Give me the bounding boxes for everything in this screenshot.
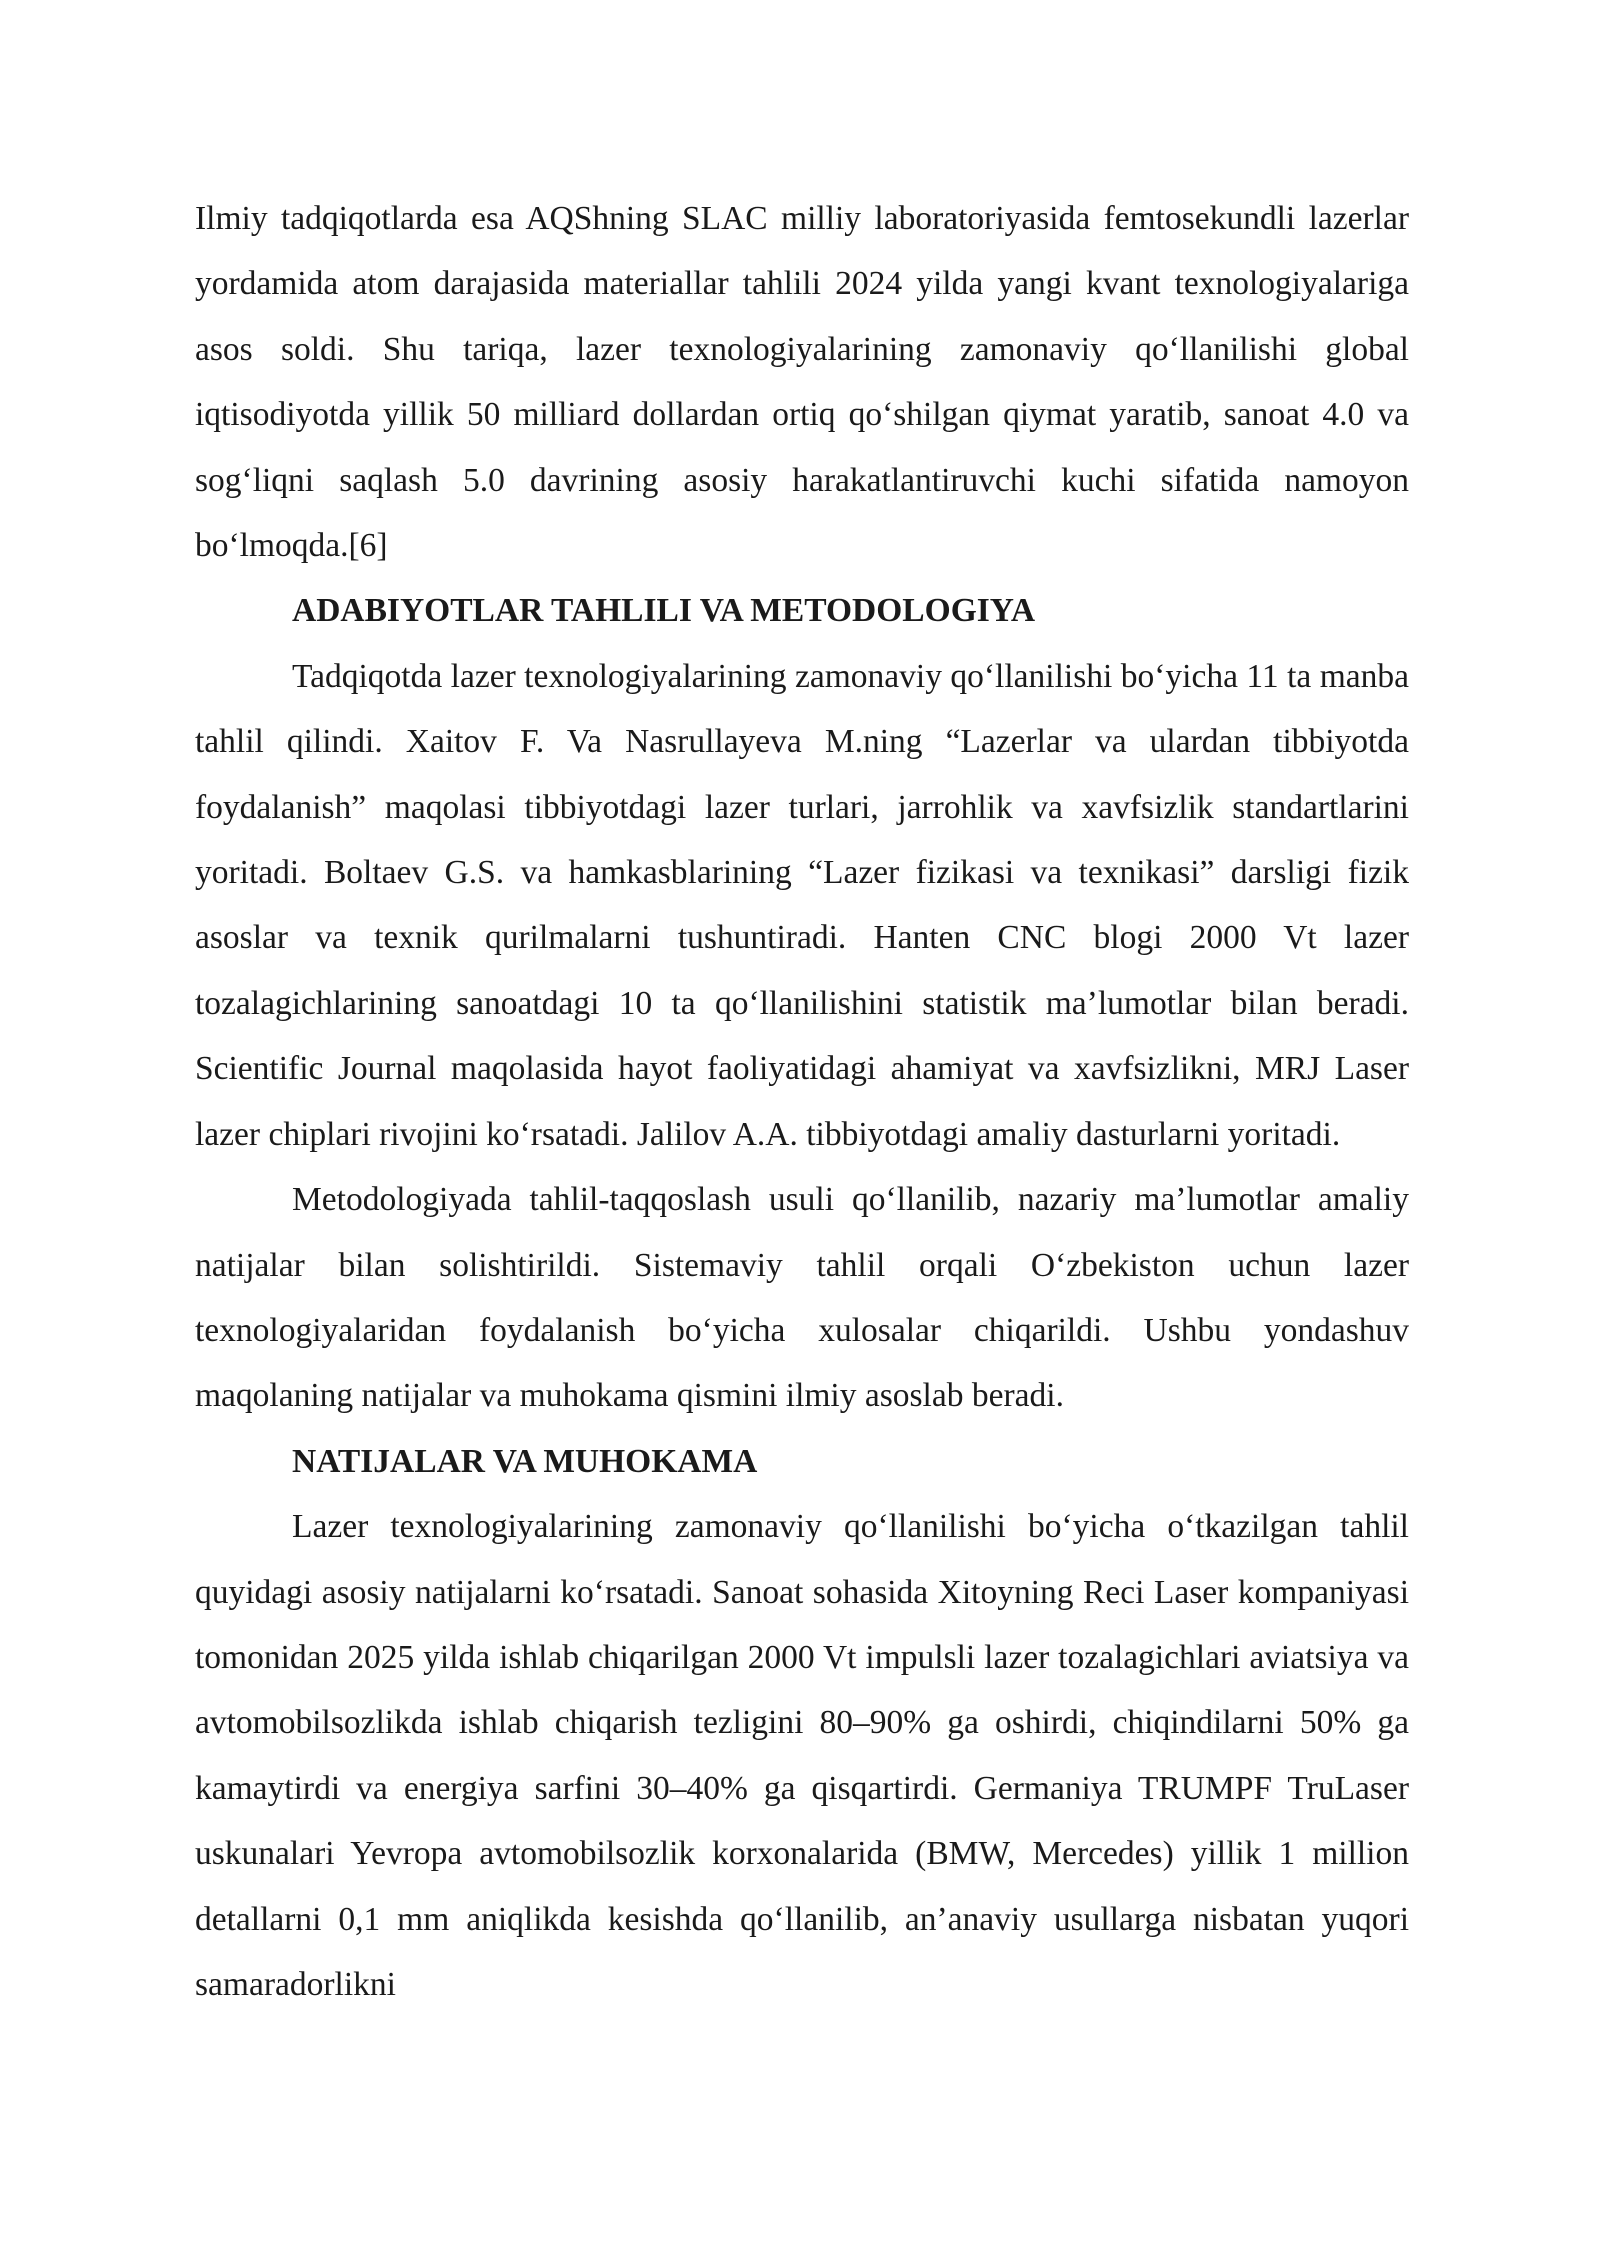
paragraph-literature-review: Tadqiqotda lazer texnologiyalarining zamonaviy qo‘llanilishi bo‘yicha 11 ta manba tahlil qilindi. Xaitov F. Va Nasrullayeva M.ning “Lazerlar va ulardan tibbiyotda foydalanish” maqolasi tibbiyotdagi lazer turlari, jarrohlik va xavfsizlik standartlarini yoritadi. Boltaev G.S. va hamkasblarining “Lazer fizikasi va texnikasi” darsligi fizik asoslar va texnik qurilmalarni tushuntiradi. Hanten CNC blogi 2000 Vt lazer tozalagichlarining sanoatdagi 10 ta qo‘llanilishini statistik ma’lumotlar bilan beradi. Scientific Journal maqolasida hayot faoliyatidagi ahamiyat va xavfsizlikni, MRJ Laser lazer chiplari rivojini ko‘rsatadi. Jalilov A.A. tibbiyotdagi amaliy dasturlarni yoritadi. bbox=[195, 657, 1409, 1153]
section-heading-results-discussion: NATIJALAR VA MUHOKAMA bbox=[292, 1442, 758, 1480]
section-heading-literature-methodology: ADABIYOTLAR TAHLILI VA METODOLOGIYA bbox=[292, 592, 1036, 630]
paragraph-methodology: Metodologiyada tahlil-taqqoslash usuli qo‘llanilib, nazariy ma’lumotlar amaliy natijalar bilan solishtirildi. Sistemaviy tahlil orqali O‘zbekiston uchun lazer texnologiyalaridan foydalanish bo‘yicha xulosalar chiqarildi. Ushbu yondashuv maqolaning natijalar va muhokama qismini ilmiy asoslab beradi. bbox=[195, 1181, 1409, 1415]
paragraph-results: Lazer texnologiyalarining zamonaviy qo‘llanilishi bo‘yicha o‘tkazilgan tahlil quyidagi asosiy natijalarni ko‘rsatadi. Sanoat sohasida Xitoyning Reci Laser kompaniyasi tomonidan 2025 yilda ishlab chiqarilgan 2000 Vt impulsli lazer tozalagichlari aviatsiya va avtomobilsozlikda ishlab chiqarish tezligini 80–90% ga oshirdi, chiqindilarni 50% ga kamaytirdi va energiya sarfini 30–40% ga qisqartirdi. Germaniya TRUMPF TruLaser uskunalari Yevropa avtomobilsozlik korxonalarida (BMW, Mercedes) yillik 1 million detallarni 0,1 mm aniqlikda kesishda qo‘llanilib, an’anaviy usullarga nisbatan yuqori samaradorlikni bbox=[195, 1508, 1409, 2003]
paragraph-slac-research: Ilmiy tadqiqotlarda esa AQShning SLAC milliy laboratoriyasida femtosekundli lazerlar yordamida atom darajasida materiallar tahlili 2024 yilda yangi kvant texnologiyalariga asos soldi. Shu tariqa, lazer texnologiyalarining zamonaviy qo‘llanilishi global iqtisodiyotda yillik 50 milliard dollardan ortiq qo‘shilgan qiymat yaratib, sanoat 4.0 va sog‘liqni saqlash 5.0 davrining asosiy harakatlantiruvchi kuchi sifatida namoyon bo‘lmoqda.[6] bbox=[195, 200, 1409, 565]
document-page bbox=[195, 186, 1409, 2017]
